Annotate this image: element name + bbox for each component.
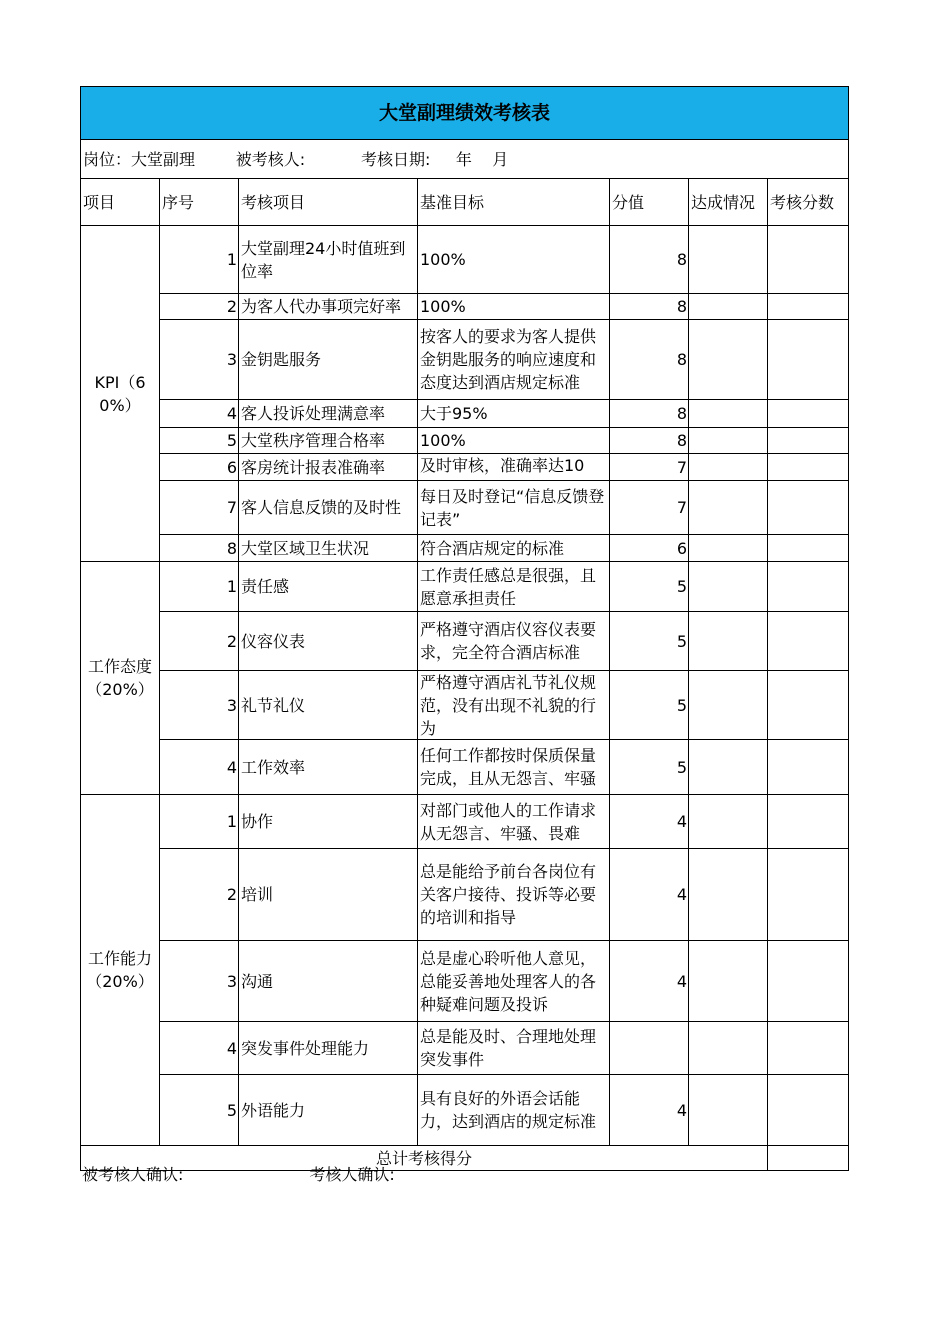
row-score: 8 — [610, 294, 689, 320]
row-score: 5 — [610, 612, 689, 671]
row-standard: 及时审核，准确率达10 — [420, 456, 585, 475]
row-item: 大堂秩序管理合格率 — [239, 428, 418, 454]
category-cell: KPI（60%） — [81, 226, 160, 562]
row-number: 2 — [160, 612, 239, 671]
confirmation-line — [82, 1162, 395, 1185]
row-item: 协作 — [239, 795, 418, 849]
table-row — [81, 226, 849, 294]
row-result-input[interactable] — [768, 1075, 849, 1146]
sheet-title: 大堂副理绩效考核表 — [81, 87, 849, 140]
row-score — [610, 1022, 689, 1075]
row-item: 大堂副理24小时值班到位率 — [239, 226, 418, 294]
table-row — [81, 612, 849, 671]
row-standard: 按客人的要求为客人提供金钥匙服务的响应速度和态度达到酒店规定标准 — [420, 327, 597, 392]
row-achievement-input[interactable] — [689, 612, 768, 671]
row-result-input[interactable] — [768, 320, 849, 400]
row-item: 客房统计报表准确率 — [239, 454, 418, 481]
row-standard-cell — [418, 1075, 610, 1146]
row-standard: 总是能及时、合理地处理突发事件 — [420, 1027, 597, 1069]
row-achievement-input[interactable] — [689, 481, 768, 535]
header-item: 考核项目 — [239, 179, 418, 226]
row-score: 6 — [610, 535, 689, 562]
row-achievement-input[interactable] — [689, 320, 768, 400]
row-score: 5 — [610, 740, 689, 795]
row-achievement-input[interactable] — [689, 795, 768, 849]
row-achievement-input[interactable] — [689, 1075, 768, 1146]
header-achievement: 达成情况 — [689, 179, 768, 226]
row-standard-cell — [418, 562, 610, 612]
row-result-input[interactable] — [768, 481, 849, 535]
row-standard: 100% — [420, 297, 466, 316]
row-number: 1 — [160, 795, 239, 849]
row-standard: 符合酒店规定的标准 — [420, 538, 565, 558]
row-result-input[interactable] — [768, 612, 849, 671]
row-result-input[interactable] — [768, 428, 849, 454]
row-number: 5 — [160, 1075, 239, 1146]
row-standard-cell — [418, 671, 610, 740]
row-result-input[interactable] — [768, 454, 849, 481]
row-standard: 严格遵守酒店礼节礼仪规范，没有出现不礼貌的行为 — [420, 673, 597, 738]
table-row — [81, 849, 849, 941]
row-standard: 对部门或他人的工作请求从无怨言、牢骚、畏难 — [420, 800, 597, 843]
row-item: 仪容仪表 — [239, 612, 418, 671]
row-standard: 大于95% — [420, 404, 488, 423]
row-standard-cell — [418, 795, 610, 849]
row-number: 7 — [160, 481, 239, 535]
row-standard: 100% — [420, 250, 466, 269]
row-number: 6 — [160, 454, 239, 481]
table-row — [81, 1075, 849, 1146]
row-standard-cell — [418, 1022, 610, 1075]
table-row — [81, 671, 849, 740]
row-item: 突发事件处理能力 — [239, 1022, 418, 1075]
row-number: 4 — [160, 1022, 239, 1075]
row-item: 工作效率 — [239, 740, 418, 795]
table-row — [81, 400, 849, 428]
row-number: 3 — [160, 671, 239, 740]
row-standard-cell — [418, 612, 610, 671]
appraisal-table — [80, 86, 849, 1146]
row-item: 培训 — [239, 849, 418, 941]
row-achievement-input[interactable] — [689, 1022, 768, 1075]
row-result-input[interactable] — [768, 535, 849, 562]
row-standard: 工作责任感总是很强，且愿意承担责任 — [420, 565, 597, 608]
table-row — [81, 481, 849, 535]
row-standard-cell — [418, 849, 610, 941]
row-item: 为客人代办事项完好率 — [239, 294, 418, 320]
row-number: 2 — [160, 294, 239, 320]
row-result-input[interactable] — [768, 294, 849, 320]
row-standard-cell — [418, 400, 610, 428]
category-cell: 工作能力（20%） — [81, 795, 160, 1146]
row-item: 金钥匙服务 — [239, 320, 418, 400]
category-cell: 工作态度（20%） — [81, 562, 160, 795]
row-standard: 总是虚心聆听他人意见，总能妥善地处理客人的各种疑难问题及投诉 — [420, 948, 597, 1014]
row-score: 4 — [610, 1075, 689, 1146]
table-row — [81, 562, 849, 612]
row-item: 外语能力 — [239, 1075, 418, 1146]
row-standard-cell — [418, 454, 610, 481]
row-achievement-input[interactable] — [689, 294, 768, 320]
table-row — [81, 1022, 849, 1075]
row-standard: 具有良好的外语会话能力，达到酒店的规定标准 — [420, 1089, 597, 1131]
row-standard: 总是能给予前台各岗位有关客户接待、投诉等必要的培训和指导 — [420, 862, 597, 927]
row-number: 4 — [160, 400, 239, 428]
row-result-input[interactable] — [768, 671, 849, 740]
table-row — [81, 428, 849, 454]
info-line: 岗位：大堂副理 被考核人: 考核日期: 年 月 — [81, 140, 849, 179]
table-row — [81, 941, 849, 1022]
table-row — [81, 294, 849, 320]
row-number: 1 — [160, 226, 239, 294]
performance-sheet — [80, 86, 848, 1171]
row-score: 4 — [610, 795, 689, 849]
row-number: 8 — [160, 535, 239, 562]
row-achievement-input[interactable] — [689, 849, 768, 941]
row-score: 4 — [610, 849, 689, 941]
row-achievement-input[interactable] — [689, 671, 768, 740]
row-score: 4 — [610, 941, 689, 1022]
table-row — [81, 535, 849, 562]
examiner-confirm: 考核人确认: — [309, 1165, 395, 1184]
row-standard-cell — [418, 428, 610, 454]
examinee-confirm: 被考核人确认: — [82, 1165, 184, 1184]
row-score: 8 — [610, 400, 689, 428]
row-achievement-input[interactable] — [689, 535, 768, 562]
row-number: 4 — [160, 740, 239, 795]
row-standard-cell — [418, 226, 610, 294]
table-row — [81, 795, 849, 849]
row-number: 1 — [160, 562, 239, 612]
row-number: 3 — [160, 941, 239, 1022]
header-result: 考核分数 — [768, 179, 849, 226]
table-row — [81, 740, 849, 795]
row-standard-cell — [418, 941, 610, 1022]
row-achievement-input[interactable] — [689, 226, 768, 294]
row-result-input[interactable] — [768, 795, 849, 849]
row-result-input[interactable] — [768, 849, 849, 941]
row-number: 3 — [160, 320, 239, 400]
row-item: 大堂区域卫生状况 — [239, 535, 418, 562]
header-standard: 基准目标 — [418, 179, 610, 226]
row-item: 沟通 — [239, 941, 418, 1022]
row-result-input[interactable] — [768, 226, 849, 294]
row-achievement-input[interactable] — [689, 941, 768, 1022]
header-category: 项目 — [81, 179, 160, 226]
row-number: 5 — [160, 428, 239, 454]
row-achievement-input[interactable] — [689, 454, 768, 481]
row-score: 8 — [610, 226, 689, 294]
row-score: 8 — [610, 428, 689, 454]
row-score: 7 — [610, 481, 689, 535]
row-result-input[interactable] — [768, 562, 849, 612]
row-item: 礼节礼仪 — [239, 671, 418, 740]
row-score: 5 — [610, 671, 689, 740]
total-label: 总计考核得分 — [81, 1146, 768, 1171]
row-standard-cell — [418, 294, 610, 320]
row-standard-cell — [418, 320, 610, 400]
row-standard: 严格遵守酒店仪容仪表要求，完全符合酒店标准 — [420, 620, 597, 662]
row-result-input[interactable] — [768, 400, 849, 428]
row-achievement-input[interactable] — [689, 562, 768, 612]
table-row — [81, 454, 849, 481]
row-score: 8 — [610, 320, 689, 400]
total-value-cell[interactable] — [768, 1146, 849, 1171]
row-result-input[interactable] — [768, 941, 849, 1022]
row-standard-cell — [418, 481, 610, 535]
row-standard: 100% — [420, 431, 466, 450]
row-score: 5 — [610, 562, 689, 612]
row-item: 客人信息反馈的及时性 — [239, 481, 418, 535]
row-achievement-input[interactable] — [689, 400, 768, 428]
row-standard-cell — [418, 740, 610, 795]
row-standard: 任何工作都按时保质保量完成，且从无怨言、牢骚 — [420, 746, 597, 788]
row-achievement-input[interactable] — [689, 740, 768, 795]
row-standard: 每日及时登记“信息反馈登记表” — [420, 486, 605, 529]
row-result-input[interactable] — [768, 740, 849, 795]
row-standard-cell — [418, 535, 610, 562]
row-result-input[interactable] — [768, 1022, 849, 1075]
header-row — [81, 179, 849, 226]
header-number: 序号 — [160, 179, 239, 226]
row-score: 7 — [610, 454, 689, 481]
row-number: 2 — [160, 849, 239, 941]
row-item: 客人投诉处理满意率 — [239, 400, 418, 428]
table-row — [81, 320, 849, 400]
row-item: 责任感 — [239, 562, 418, 612]
row-achievement-input[interactable] — [689, 428, 768, 454]
header-score: 分值 — [610, 179, 689, 226]
